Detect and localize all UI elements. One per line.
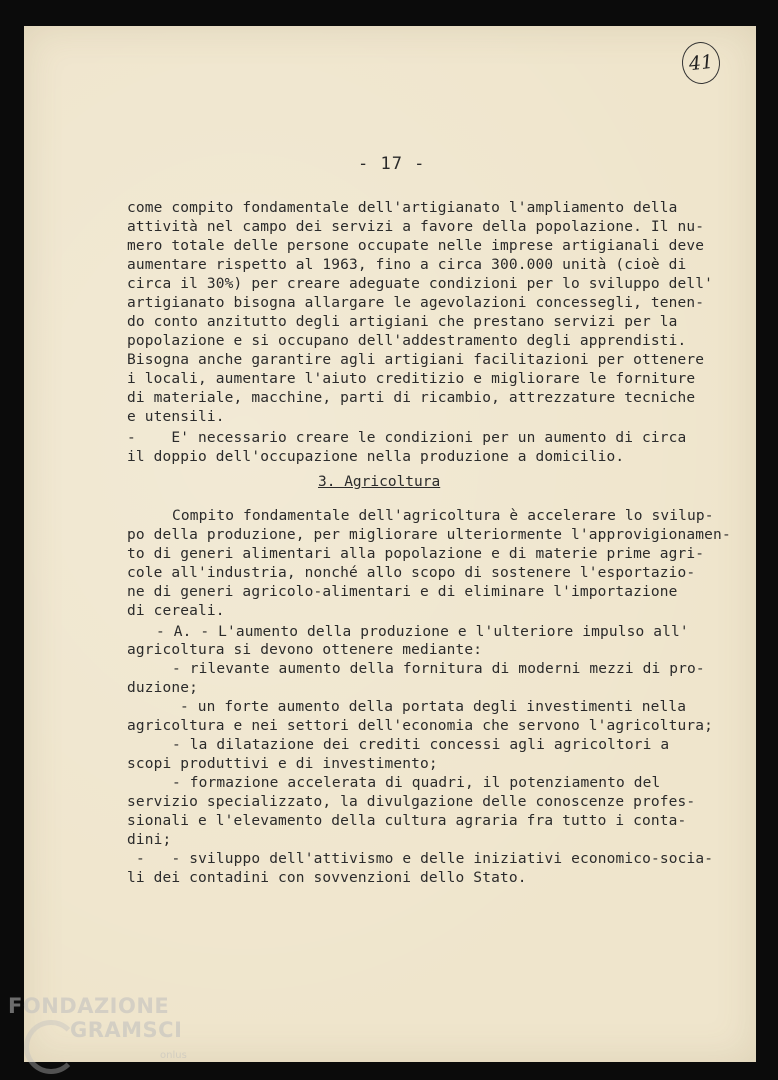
text-line: ne di generi agricolo-alimentari e di eliminare l'importazione: [127, 584, 678, 600]
text-line: - - sviluppo dell'attivismo e delle iniziativi economico-socia-: [136, 851, 714, 867]
text-line: e utensili.: [127, 409, 225, 425]
watermark-sub: onlus: [160, 1050, 187, 1061]
text-line: - un forte aumento della portata degli investimenti nella: [180, 699, 687, 715]
text-line: po della produzione, per migliorare ulteriormente l'approvigionamen-: [127, 527, 731, 543]
text-line: Compito fondamentale dell'agricoltura è accelerare lo svilup-: [172, 508, 714, 524]
text-line: to di generi alimentari alla popolazione e di materie prime agri-: [127, 546, 705, 562]
document-page: [24, 26, 756, 1062]
text-line: - A. - L'aumento della produzione e l'ulteriore impulso all': [156, 624, 689, 640]
text-line: li dei contadini con sovvenzioni dello Stato.: [127, 870, 527, 886]
text-line: - rilevante aumento della fornitura di moderni mezzi di pro-: [172, 661, 705, 677]
text-line: cole all'industria, nonché allo scopo di sostenere l'esportazio-: [127, 565, 696, 581]
archive-number-stamp: 41: [680, 40, 722, 86]
text-line: attività nel campo dei servizi a favore della popolazione. Il nu-: [127, 219, 705, 235]
page-number: - 17 -: [358, 154, 426, 174]
text-line: scopi produttivi e di investimento;: [127, 756, 438, 772]
text-line: duzione;: [127, 680, 199, 696]
text-line: servizio specializzato, la divulgazione delle conoscenze profes-: [127, 794, 696, 810]
text-line: di cereali.: [127, 603, 225, 619]
text-line: agricoltura e nei settori dell'economia che servono l'agricoltura;: [127, 718, 714, 734]
text-line: artigianato bisogna allargare le agevolazioni concessegli, tenen-: [127, 295, 705, 311]
watermark-line1: FONDAZIONE: [8, 994, 170, 1018]
text-line: aumentare rispetto al 1963, fino a circa 300.000 unità (cioè di: [127, 257, 687, 273]
text-line: - la dilatazione dei crediti concessi agli agricoltori a: [172, 737, 670, 753]
watermark-line2: GRAMSCI: [70, 1018, 183, 1042]
text-line: popolazione e si occupano dell'addestramento degli apprendisti.: [127, 333, 687, 349]
text-line: i locali, aumentare l'aiuto creditizio e migliorare le forniture: [127, 371, 696, 387]
text-line: - formazione accelerata di quadri, il potenziamento del: [172, 775, 661, 791]
text-line: do conto anzitutto degli artigiani che prestano servizi per la: [127, 314, 678, 330]
text-line: dini;: [127, 832, 172, 848]
watermark: [8, 994, 182, 1042]
text-line: di materiale, macchine, parti di ricambio, attrezzature tecniche: [127, 390, 696, 406]
text-line: sionali e l'elevamento della cultura agraria fra tutto i conta-: [127, 813, 687, 829]
text-line: il doppio dell'occupazione nella produzione a domicilio.: [127, 449, 625, 465]
section-heading: 3. Agricoltura: [318, 474, 441, 490]
text-line: Bisogna anche garantire agli artigiani facilitazioni per ottenere: [127, 352, 705, 368]
text-line: - E' necessario creare le condizioni per un aumento di circa: [127, 430, 687, 446]
text-line: come compito fondamentale dell'artigianato l'ampliamento della: [127, 200, 678, 216]
text-line: mero totale delle persone occupate nelle imprese artigianali deve: [127, 238, 705, 254]
text-line: circa il 30%) per creare adeguate condizioni per lo sviluppo dell': [127, 276, 714, 292]
text-line: agricoltura si devono ottenere mediante:: [127, 642, 483, 658]
